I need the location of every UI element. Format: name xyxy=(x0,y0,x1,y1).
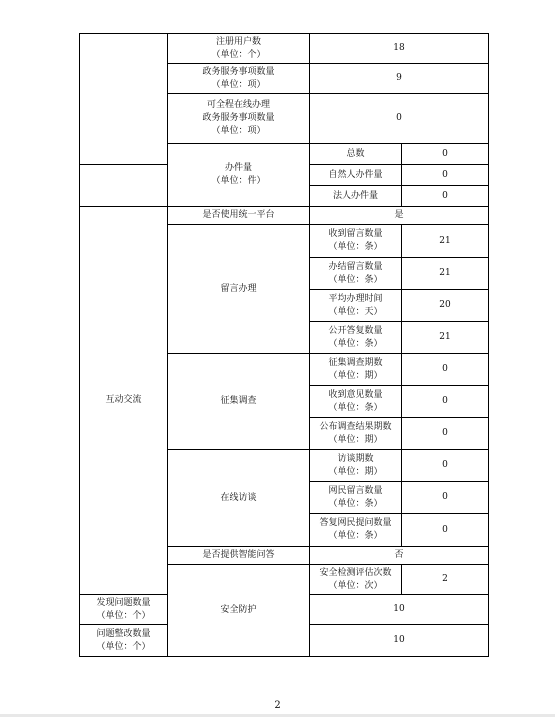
interview-label: 在线访谈 xyxy=(168,450,310,547)
survey-periods-label: 征集调查期数 （单位：期） xyxy=(310,354,402,386)
handling-legal-label: 法人办件量 xyxy=(310,186,402,207)
handling-natural-value: 0 xyxy=(402,165,489,186)
section-security: 安全防护 xyxy=(168,565,310,657)
unified-platform-value: 是 xyxy=(310,207,489,225)
messages-public-value: 21 xyxy=(402,322,489,354)
messages-received-label: 收到留言数量 （单位：条） xyxy=(310,225,402,258)
smart-qa-label: 是否提供智能问答 xyxy=(168,547,310,565)
survey-label: 征集调查 xyxy=(168,354,310,450)
security-fixed-label: 问题整改数量 （单位：个） xyxy=(80,625,168,657)
handling-total-label: 总数 xyxy=(310,144,402,165)
handling-total-value: 0 xyxy=(402,144,489,165)
messages-avg-time-label: 平均办理时间 （单位：天） xyxy=(310,290,402,322)
section-interaction: 互动交流 xyxy=(80,207,168,595)
messages-closed-value: 21 xyxy=(402,258,489,290)
online-items-label: 可全程在线办理 政务服务事项数量 （单位：项） xyxy=(168,94,310,144)
online-items-value: 0 xyxy=(310,94,489,144)
statistics-table xyxy=(79,33,489,657)
messages-avg-time-value: 20 xyxy=(402,290,489,322)
survey-opinions-value: 0 xyxy=(402,386,489,418)
messages-closed-label: 办结留言数量 （单位：条） xyxy=(310,258,402,290)
interview-periods-value: 0 xyxy=(402,450,489,482)
security-fixed-value: 10 xyxy=(310,625,489,657)
messages-received-value: 21 xyxy=(402,225,489,258)
interview-answers-value: 0 xyxy=(402,514,489,547)
handling-label: 办件量 （单位：件） xyxy=(168,144,310,207)
handling-natural-label: 自然人办件量 xyxy=(310,165,402,186)
service-items-label: 政务服务事项数量 （单位：项） xyxy=(168,64,310,94)
section-cell-blank-2 xyxy=(80,165,168,207)
registered-users-label: 注册用户数 （单位：个） xyxy=(168,34,310,64)
survey-periods-value: 0 xyxy=(402,354,489,386)
messages-label: 留言办理 xyxy=(168,225,310,354)
table-row xyxy=(80,34,489,64)
handling-legal-value: 0 xyxy=(402,186,489,207)
page-number: 2 xyxy=(274,700,281,711)
interview-answers-label: 答复网民提问数量 （单位：条） xyxy=(310,514,402,547)
security-tests-label: 安全检测评估次数 （单位：次） xyxy=(310,565,402,595)
smart-qa-value: 否 xyxy=(310,547,489,565)
security-issues-label: 发现问题数量 （单位：个） xyxy=(80,595,168,625)
survey-results-label: 公布调查结果期数 （单位：期） xyxy=(310,418,402,450)
interview-periods-label: 访谈期数 （单位：期） xyxy=(310,450,402,482)
unified-platform-label: 是否使用统一平台 xyxy=(168,207,310,225)
survey-results-value: 0 xyxy=(402,418,489,450)
messages-public-label: 公开答复数量 （单位：条） xyxy=(310,322,402,354)
interview-messages-label: 网民留言数量 （单位：条） xyxy=(310,482,402,514)
security-issues-value: 10 xyxy=(310,595,489,625)
table-row xyxy=(80,207,489,225)
interview-messages-value: 0 xyxy=(402,482,489,514)
section-cell-blank xyxy=(80,34,168,165)
survey-opinions-label: 收到意见数量 （单位：条） xyxy=(310,386,402,418)
service-items-value: 9 xyxy=(310,64,489,94)
security-tests-value: 2 xyxy=(402,565,489,595)
registered-users-value: 18 xyxy=(310,34,489,64)
